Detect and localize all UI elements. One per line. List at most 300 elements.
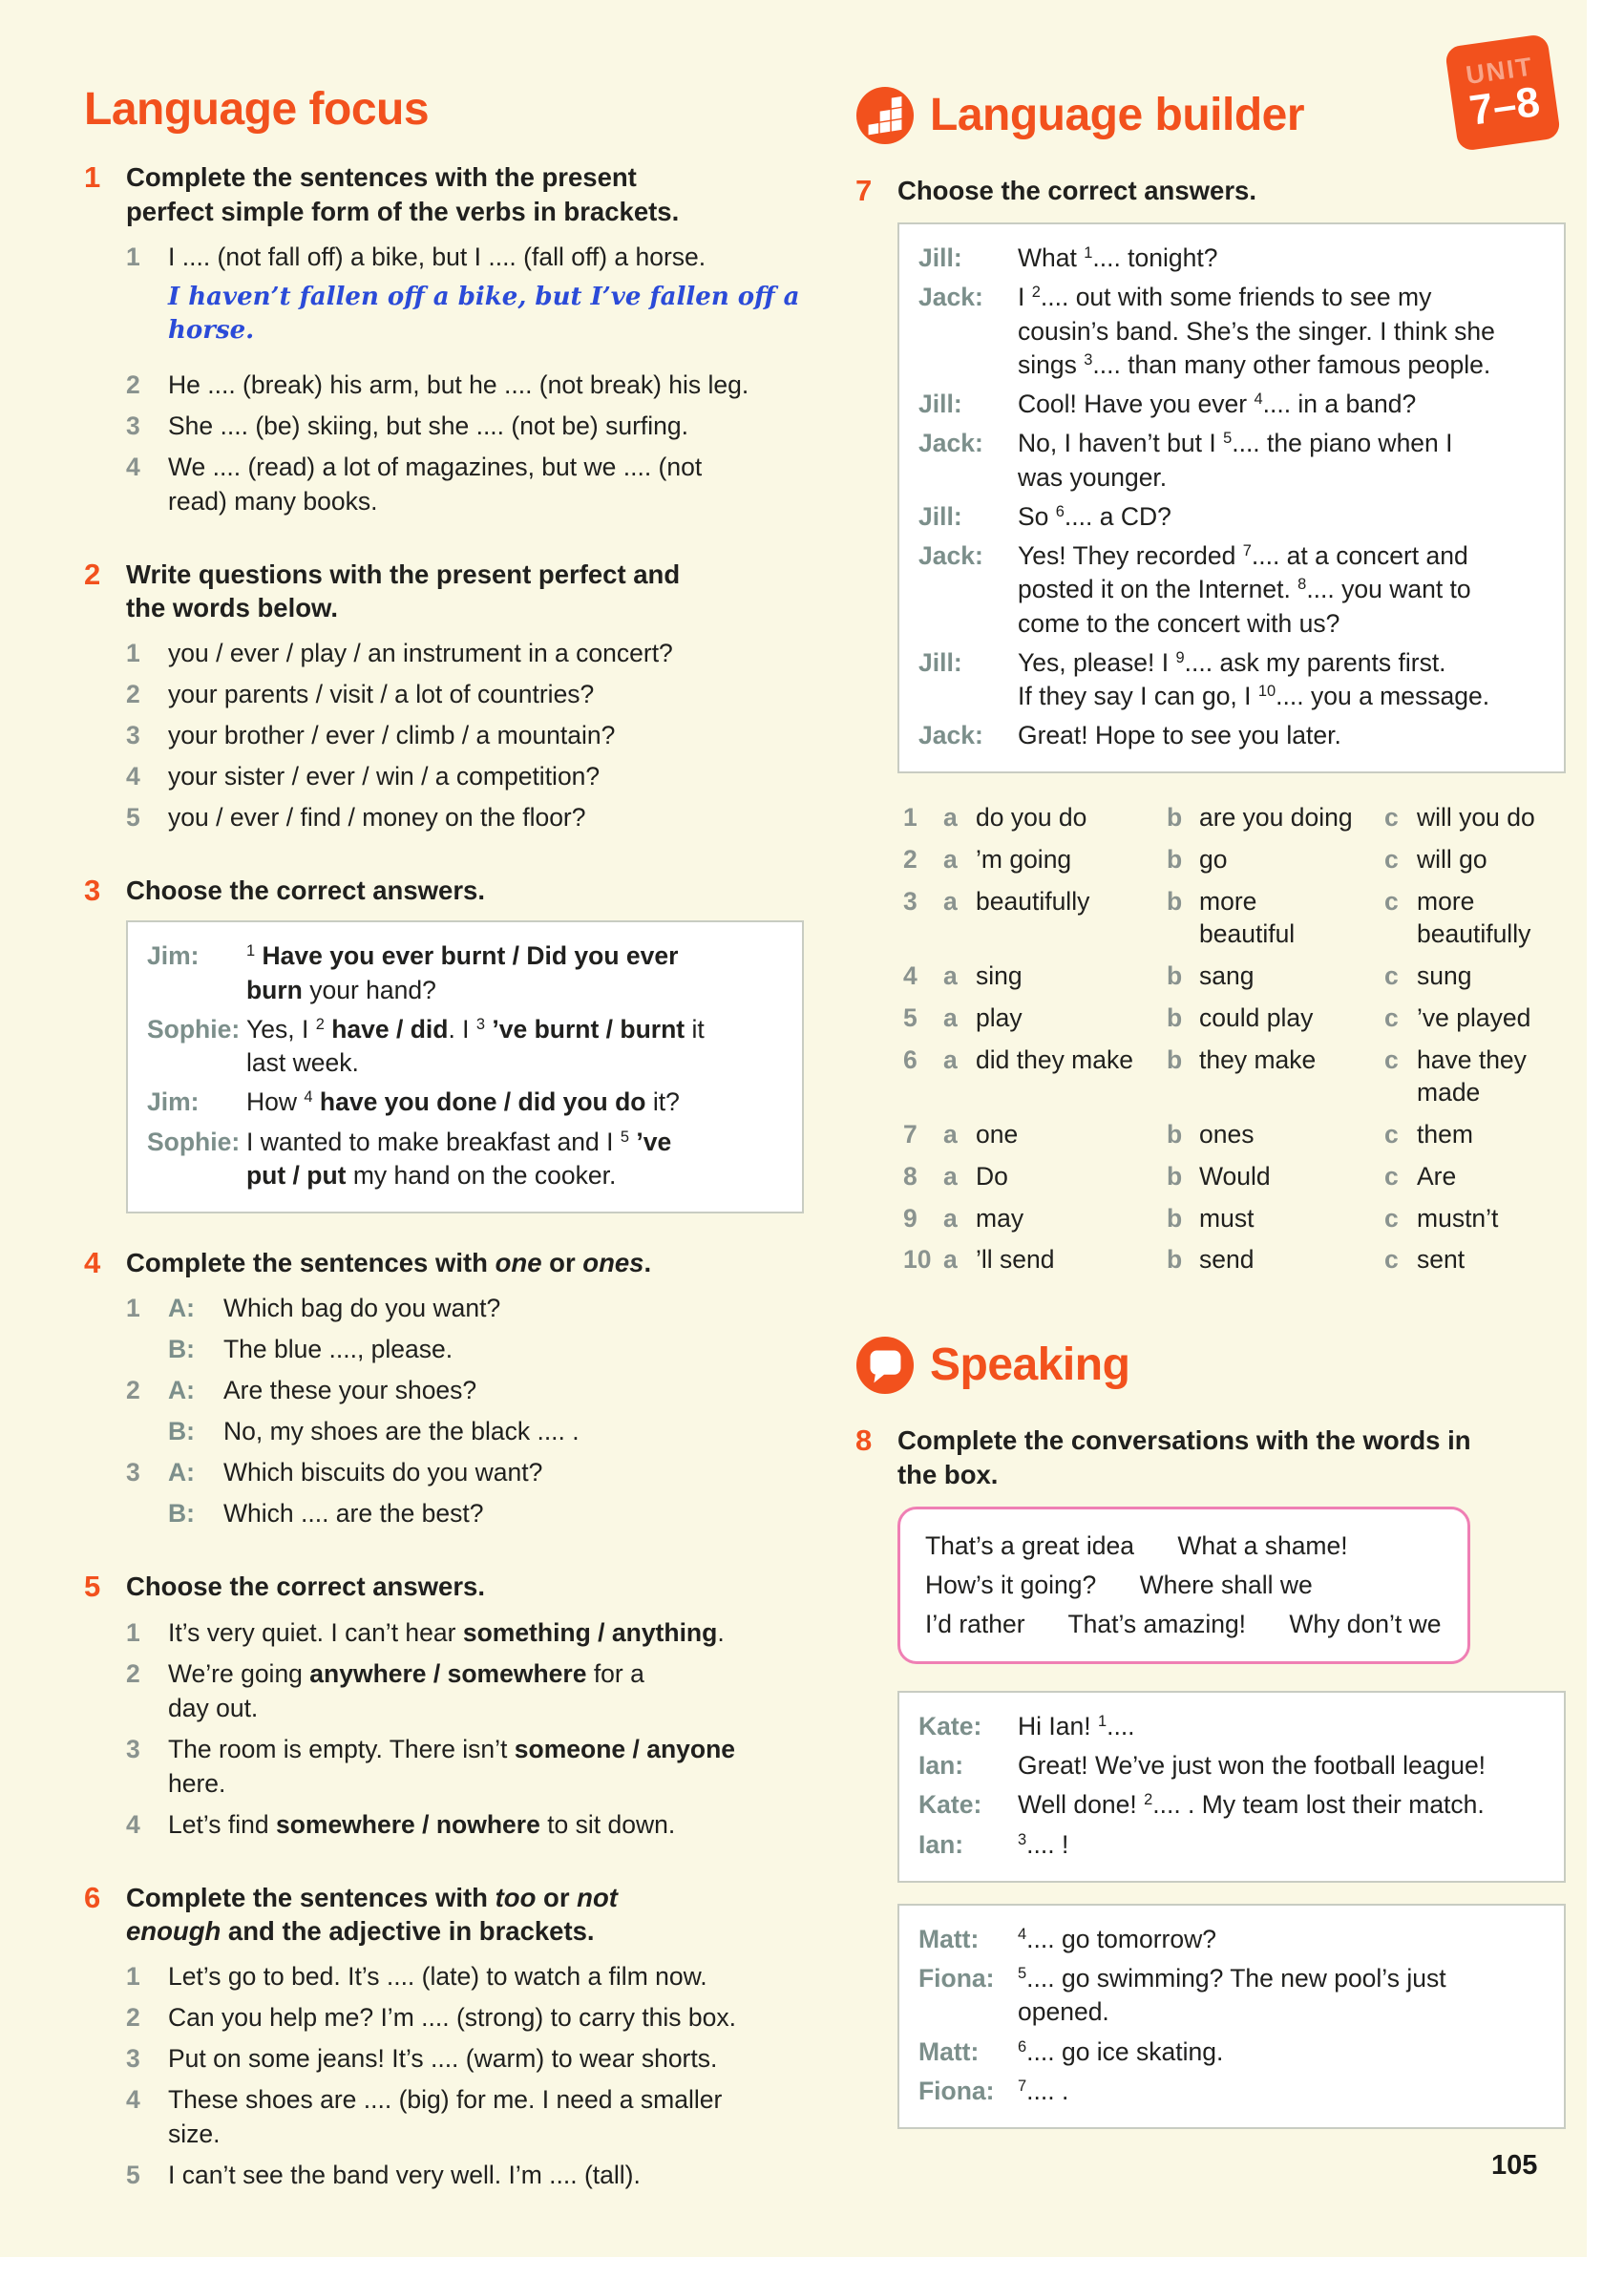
option-text: go bbox=[1199, 845, 1228, 875]
list-item bbox=[126, 1615, 827, 1650]
option-cell bbox=[1384, 802, 1566, 834]
speaker-label: Matt: bbox=[918, 2036, 980, 2066]
speaker-label: Fiona: bbox=[918, 2076, 995, 2105]
dialogue-row bbox=[918, 2035, 1545, 2069]
dialogue-text: So $^6$.... a CD? bbox=[1018, 501, 1171, 531]
option-cell bbox=[1167, 886, 1384, 951]
option-text: have they made bbox=[1417, 1044, 1527, 1107]
option-text: sung bbox=[1417, 961, 1472, 991]
item-text: I .... (not fall off) a bike, but I .... (fall off) a horse. bbox=[168, 242, 707, 271]
word-box-phrase: What a shame! bbox=[1177, 1530, 1348, 1560]
option-text: they make bbox=[1199, 1044, 1317, 1074]
language-focus-title: Language focus bbox=[84, 84, 430, 135]
dialogue-row bbox=[918, 2075, 1545, 2108]
option-cell bbox=[943, 886, 1167, 951]
language-builder-header bbox=[855, 86, 1566, 145]
option-letter: b bbox=[1167, 845, 1183, 875]
option-cell bbox=[1384, 844, 1566, 876]
item-number: 4 bbox=[126, 452, 140, 481]
word-box bbox=[897, 1507, 1470, 1664]
list-item bbox=[126, 759, 827, 793]
unit-badge-range: 7–8 bbox=[1466, 77, 1543, 135]
option-letter: c bbox=[1384, 1044, 1399, 1074]
list-item bbox=[126, 2158, 827, 2192]
dialogue-row bbox=[918, 388, 1545, 421]
dialogue-text: Great! We’ve just won the football league! bbox=[1018, 1751, 1487, 1781]
speaker-label: Jack: bbox=[918, 429, 983, 458]
option-cell bbox=[943, 802, 1167, 834]
exercise-body bbox=[126, 874, 827, 1213]
item-number: 1 bbox=[126, 1294, 140, 1323]
option-letter: b bbox=[1167, 1044, 1183, 1074]
dialogue-text: Well done! $^2$.... . My team lost their match. bbox=[1018, 1790, 1485, 1820]
speaker-label: Jill: bbox=[918, 647, 962, 677]
option-cell bbox=[1167, 1161, 1384, 1193]
speaker-label: Sophie: bbox=[147, 1014, 241, 1044]
list-item bbox=[126, 409, 827, 443]
option-cell bbox=[1384, 1244, 1566, 1276]
option-letter: c bbox=[1384, 961, 1399, 991]
list-item bbox=[126, 2082, 827, 2151]
speaker-b-label: B: bbox=[168, 1499, 195, 1529]
exercise-body bbox=[126, 1881, 827, 2200]
word-box-phrase: That’s amazing! bbox=[1067, 1609, 1247, 1638]
speaker-label: Ian: bbox=[918, 1751, 964, 1781]
exercise-number: 7 bbox=[855, 174, 873, 207]
item-number: 2 bbox=[126, 1376, 140, 1405]
option-text: do you do bbox=[976, 803, 1087, 833]
dialogue-row bbox=[918, 719, 1545, 752]
option-cell bbox=[1167, 960, 1384, 993]
exercise-heading: Complete the sentences with too or not enough and the adjective in brackets. bbox=[126, 1882, 618, 1946]
item-number: 1 bbox=[126, 242, 140, 271]
dialogue-row bbox=[147, 1126, 783, 1192]
option-text: Would bbox=[1199, 1161, 1271, 1191]
list-item bbox=[126, 2041, 827, 2076]
option-letter: c bbox=[1384, 1003, 1399, 1032]
item-number: 4 bbox=[126, 1809, 140, 1839]
item-number: 3 bbox=[126, 2044, 140, 2074]
dialogue-row bbox=[147, 1013, 783, 1080]
exercise-body bbox=[126, 1246, 827, 1537]
option-number: 2 bbox=[903, 845, 917, 875]
item-number: 3 bbox=[126, 721, 140, 750]
item-text: you / ever / play / an instrument in a concert? bbox=[168, 639, 673, 668]
word-box-phrase: That’s a great idea bbox=[925, 1530, 1135, 1560]
option-text: ’ve played bbox=[1417, 1003, 1531, 1032]
exercise-number: 1 bbox=[84, 160, 101, 195]
option-text: ’ll send bbox=[976, 1245, 1055, 1275]
dialogue-text: Yes! They recorded $^7$.... at a concert and posted it on the Internet. $^8$.... you want to come to the concert with us? bbox=[1018, 541, 1471, 638]
option-number: 5 bbox=[903, 1003, 917, 1032]
dialogue-text: I wanted to make breakfast and I $^5$ ’ve put / put my hand on the cooker. bbox=[246, 1127, 672, 1190]
exercise-3 bbox=[84, 874, 827, 1213]
item-text: The room is empty. There isn’t someone / anyone here. bbox=[168, 1734, 735, 1798]
item-number: 4 bbox=[126, 762, 140, 791]
option-number: 10 bbox=[903, 1245, 932, 1275]
option-cell bbox=[1167, 1119, 1384, 1151]
exercise-number: 8 bbox=[855, 1424, 873, 1458]
list-item bbox=[126, 1732, 827, 1801]
dialogue-text: Great! Hope to see you later. bbox=[1018, 721, 1341, 750]
dialogue-box-matt-fiona bbox=[897, 1904, 1566, 2129]
option-letter: a bbox=[943, 1245, 958, 1275]
option-text: them bbox=[1417, 1119, 1473, 1149]
speaker-label: Jim: bbox=[147, 941, 200, 971]
dialogue-box-kate-ian bbox=[897, 1691, 1566, 1883]
dialogue-row bbox=[918, 539, 1545, 641]
dialogue-row bbox=[918, 1749, 1545, 1782]
option-letter: c bbox=[1384, 845, 1399, 875]
option-letter: a bbox=[943, 887, 958, 917]
option-cell bbox=[943, 1244, 1167, 1276]
exercise-heading: Complete the sentences with one or ones. bbox=[126, 1248, 652, 1277]
list-item bbox=[126, 368, 827, 402]
exercise-number: 6 bbox=[84, 1880, 101, 1914]
speaker-label: Kate: bbox=[918, 1790, 982, 1820]
word-box-phrase: How’s it going? bbox=[925, 1570, 1097, 1599]
item-number: 2 bbox=[126, 1658, 140, 1688]
dialogue-box-jim-sophie bbox=[126, 920, 804, 1213]
exercise-number: 5 bbox=[84, 1570, 101, 1604]
list-item bbox=[126, 1373, 827, 1407]
speaker-label: Jill: bbox=[918, 390, 962, 419]
option-letter: c bbox=[1384, 1119, 1399, 1149]
option-letter: b bbox=[1167, 1245, 1183, 1275]
list-item bbox=[126, 1807, 827, 1842]
option-cell bbox=[943, 844, 1167, 876]
item-number-spacer bbox=[126, 1332, 158, 1366]
option-letter: c bbox=[1384, 803, 1399, 833]
list-item bbox=[126, 636, 827, 670]
item-number: 3 bbox=[126, 1734, 140, 1763]
option-text: beautifully bbox=[976, 887, 1090, 917]
option-text: did they make bbox=[976, 1044, 1133, 1074]
option-letter: a bbox=[943, 1119, 958, 1149]
item-number: 5 bbox=[126, 803, 140, 833]
item-text: He .... (break) his arm, but he .... (not break) his leg. bbox=[168, 369, 749, 399]
blocks-icon bbox=[855, 86, 915, 145]
left-column bbox=[84, 86, 827, 2231]
list-item bbox=[126, 450, 827, 518]
dialogue-text: How $^4$ have you done / did you do it? bbox=[246, 1087, 680, 1117]
exercise-heading: Write questions with the present perfect and the words below. bbox=[126, 559, 681, 622]
option-text: play bbox=[976, 1003, 1023, 1032]
speaking-title: Speaking bbox=[930, 1339, 1130, 1391]
option-letter: b bbox=[1167, 887, 1183, 917]
dialogue-row bbox=[147, 939, 783, 1006]
item-number: 3 bbox=[126, 411, 140, 440]
option-letter: a bbox=[943, 961, 958, 991]
option-text: mustn’t bbox=[1417, 1203, 1499, 1233]
dialogue-row bbox=[918, 1828, 1545, 1862]
speaking-header bbox=[855, 1336, 1566, 1395]
dialogue-text: $^5$.... go swimming? The new pool’s just opened. bbox=[1018, 1964, 1446, 2027]
dialogue-row bbox=[918, 427, 1545, 494]
speaker-a-label: A: bbox=[168, 1294, 195, 1323]
option-cell bbox=[1384, 886, 1566, 951]
exercise-heading: Choose the correct answers. bbox=[126, 875, 485, 906]
option-letter: c bbox=[1384, 887, 1399, 917]
option-text: will go bbox=[1417, 845, 1487, 875]
list-item bbox=[126, 718, 827, 752]
item-text: Which bag do you want? bbox=[223, 1294, 501, 1323]
option-cell bbox=[1384, 960, 1566, 993]
dialogue-text: $^1$ Have you ever burnt / Did you ever burn your hand? bbox=[246, 941, 679, 1004]
option-text: are you doing bbox=[1199, 803, 1353, 833]
dialogue-text: $^3$.... ! bbox=[1018, 1829, 1069, 1859]
item-text: It’s very quiet. I can’t hear something / anything. bbox=[168, 1617, 725, 1647]
option-cell bbox=[1167, 1244, 1384, 1276]
speaker-label: Ian: bbox=[918, 1829, 964, 1859]
option-text: sing bbox=[976, 961, 1023, 991]
item-text: The blue ...., please. bbox=[223, 1335, 453, 1364]
option-letter: c bbox=[1384, 1161, 1399, 1191]
dialogue-text: I $^2$.... out with some friends to see my cousin’s band. She’s the singer. I think she sings $^3$.... than many other famous people. bbox=[1018, 283, 1495, 379]
option-cell bbox=[1384, 1203, 1566, 1235]
item-text: No, my shoes are the black .... . bbox=[223, 1417, 580, 1446]
dialogue-row bbox=[147, 1086, 783, 1119]
speaker-b-label: B: bbox=[168, 1417, 195, 1446]
option-letter: b bbox=[1167, 1203, 1183, 1233]
dialogue-row bbox=[918, 646, 1545, 713]
exercise-number: 3 bbox=[84, 874, 101, 908]
dialogue-row bbox=[918, 500, 1545, 534]
speaker-a-label: A: bbox=[168, 1458, 195, 1487]
exercise-body bbox=[126, 160, 827, 524]
option-number: 1 bbox=[903, 803, 917, 833]
exercise-6 bbox=[84, 1881, 827, 2200]
speaker-label: Jill: bbox=[918, 501, 962, 531]
speaker-label: Jack: bbox=[918, 283, 983, 312]
item-number-spacer bbox=[126, 1414, 158, 1448]
option-number: 6 bbox=[903, 1044, 917, 1074]
speaker-b-label: B: bbox=[168, 1335, 195, 1364]
dialogue-text: $^4$.... go tomorrow? bbox=[1018, 1924, 1216, 1953]
speaker-label: Fiona: bbox=[918, 1964, 995, 1993]
word-box-line bbox=[925, 1527, 1443, 1566]
unit-badge-label: UNIT bbox=[1464, 51, 1535, 90]
answer-options-grid bbox=[897, 802, 1566, 1276]
option-letter: b bbox=[1167, 961, 1183, 991]
option-cell bbox=[1167, 844, 1384, 876]
exercise-body bbox=[126, 1570, 827, 1847]
word-box-phrase: Why don’t we bbox=[1289, 1609, 1442, 1638]
word-box-line bbox=[925, 1566, 1443, 1605]
dialogue-text: $^7$.... . bbox=[1018, 2076, 1069, 2105]
option-cell bbox=[1167, 802, 1384, 834]
dialogue-text: No, I haven’t but I $^5$.... the piano when I was younger. bbox=[1018, 429, 1453, 492]
option-text: must bbox=[1199, 1203, 1255, 1233]
list-item bbox=[126, 1455, 827, 1489]
dialogue-row bbox=[918, 242, 1545, 275]
exercise-body bbox=[126, 558, 827, 842]
option-letter: c bbox=[1384, 1245, 1399, 1275]
option-letter: b bbox=[1167, 1119, 1183, 1149]
dialogue-box-jill-jack bbox=[897, 222, 1566, 773]
exercise-7 bbox=[855, 174, 1566, 1303]
option-number: 9 bbox=[903, 1203, 917, 1233]
list-item bbox=[126, 800, 827, 834]
item-text: your parents / visit / a lot of countries? bbox=[168, 680, 595, 709]
option-letter: a bbox=[943, 1203, 958, 1233]
item-number: 2 bbox=[126, 680, 140, 709]
dialogue-row bbox=[918, 1923, 1545, 1956]
item-number: 5 bbox=[126, 2161, 140, 2190]
speech-bubble-icon bbox=[855, 1336, 915, 1395]
speaker-label: Jim: bbox=[147, 1087, 200, 1117]
exercise-number: 4 bbox=[84, 1246, 101, 1279]
option-cell bbox=[943, 960, 1167, 993]
word-box-phrase: I’d rather bbox=[925, 1609, 1025, 1638]
option-number: 4 bbox=[903, 961, 917, 991]
item-number: 2 bbox=[126, 2003, 140, 2033]
option-letter: a bbox=[943, 845, 958, 875]
exercise-heading: Complete the sentences with the present perfect simple form of the verbs in brackets. bbox=[126, 162, 680, 226]
speaker-label: Jill: bbox=[918, 243, 962, 273]
example-answer: I haven’t fallen off a bike, but I’ve fallen off a horse. bbox=[168, 282, 800, 346]
option-text: more beautifully bbox=[1417, 887, 1531, 949]
word-box-phrase: Where shall we bbox=[1139, 1570, 1313, 1599]
exercise-heading: Complete the conversations with the words in the box. bbox=[897, 1425, 1471, 1489]
list-item bbox=[126, 240, 827, 274]
option-letter: c bbox=[1384, 1203, 1399, 1233]
dialogue-row bbox=[918, 1962, 1545, 2029]
speaker-a-label: A: bbox=[168, 1376, 195, 1405]
item-text: you / ever / find / money on the floor? bbox=[168, 803, 586, 833]
list-item bbox=[126, 1291, 827, 1325]
option-text: more beautiful bbox=[1199, 887, 1296, 949]
dialogue-text: What $^1$.... tonight? bbox=[1018, 243, 1218, 273]
dialogue-text: Yes, please! I $^9$.... ask my parents first. If they say I can go, I $^{10}$.... you a message. bbox=[1018, 647, 1490, 710]
option-cell bbox=[1384, 1119, 1566, 1151]
item-text: Are these your shoes? bbox=[223, 1376, 477, 1405]
item-text: Let’s go to bed. It’s .... (late) to watch a film now. bbox=[168, 1962, 707, 1992]
list-item bbox=[126, 1656, 827, 1725]
option-cell bbox=[943, 1161, 1167, 1193]
dialogue-text: Yes, I $^2$ have / did. I $^3$ ’ve burnt / burnt it last week. bbox=[246, 1014, 705, 1078]
option-text: ’m going bbox=[976, 845, 1072, 875]
right-column bbox=[855, 86, 1566, 2183]
dialogue-row bbox=[918, 1710, 1545, 1743]
list-item bbox=[126, 1496, 827, 1530]
exercise-body bbox=[897, 174, 1566, 1303]
item-number: 1 bbox=[126, 1962, 140, 1992]
list-item bbox=[126, 2000, 827, 2035]
option-cell bbox=[1167, 1203, 1384, 1235]
option-cell bbox=[1384, 1002, 1566, 1035]
item-text: Which biscuits do you want? bbox=[223, 1458, 543, 1487]
item-text: I can’t see the band very well. I’m .... (tall). bbox=[168, 2161, 641, 2190]
option-letter: b bbox=[1167, 1003, 1183, 1032]
word-box-line bbox=[925, 1605, 1443, 1644]
option-text: may bbox=[976, 1203, 1024, 1233]
exercise-8 bbox=[855, 1424, 1566, 2150]
option-letter: a bbox=[943, 1044, 958, 1074]
option-text: one bbox=[976, 1119, 1019, 1149]
example-answer-row bbox=[126, 281, 827, 348]
list-item bbox=[126, 1414, 827, 1448]
exercise-2 bbox=[84, 558, 827, 842]
exercise-number: 2 bbox=[84, 557, 101, 591]
option-number: 3 bbox=[903, 887, 917, 917]
item-number: 4 bbox=[126, 2085, 140, 2115]
item-text: These shoes are .... (big) for me. I need a smaller size. bbox=[168, 2085, 723, 2149]
dialogue-text: $^6$.... go ice skating. bbox=[1018, 2036, 1224, 2066]
item-text: Which .... are the best? bbox=[223, 1499, 484, 1529]
language-builder-title: Language builder bbox=[930, 89, 1305, 140]
dialogue-text: Cool! Have you ever $^4$.... in a band? bbox=[1018, 390, 1417, 419]
option-cell bbox=[943, 1203, 1167, 1235]
page-number: 105 bbox=[1491, 2150, 1538, 2181]
speaker-label: Kate: bbox=[918, 1711, 982, 1740]
option-text: sang bbox=[1199, 961, 1255, 991]
option-cell bbox=[1167, 1044, 1384, 1109]
item-number: 1 bbox=[126, 639, 140, 668]
item-text: Can you help me? I’m .... (strong) to carry this box. bbox=[168, 2003, 737, 2033]
item-number: 1 bbox=[126, 1617, 140, 1647]
option-cell bbox=[1384, 1161, 1566, 1193]
option-letter: a bbox=[943, 1003, 958, 1032]
dialogue-row bbox=[918, 281, 1545, 382]
item-number-spacer bbox=[126, 1496, 158, 1530]
list-item bbox=[126, 1959, 827, 1993]
option-cell bbox=[943, 1002, 1167, 1035]
option-text: Are bbox=[1417, 1161, 1457, 1191]
option-letter: a bbox=[943, 803, 958, 833]
item-text: Put on some jeans! It’s .... (warm) to wear shorts. bbox=[168, 2044, 718, 2074]
item-text: your sister / ever / win / a competition? bbox=[168, 762, 601, 791]
option-text: Do bbox=[976, 1161, 1008, 1191]
item-number: 3 bbox=[126, 1458, 140, 1487]
dialogue-row bbox=[918, 1788, 1545, 1822]
speaker-label: Matt: bbox=[918, 1924, 980, 1953]
speaker-label: Jack: bbox=[918, 721, 983, 750]
list-item bbox=[126, 677, 827, 711]
option-letter: b bbox=[1167, 1161, 1183, 1191]
option-cell bbox=[1167, 1002, 1384, 1035]
item-text: We’re going anywhere / somewhere for a day out. bbox=[168, 1658, 644, 1722]
option-text: sent bbox=[1417, 1245, 1466, 1275]
item-text: your brother / ever / climb / a mountain? bbox=[168, 721, 616, 750]
option-number: 8 bbox=[903, 1161, 917, 1191]
exercise-heading: Choose the correct answers. bbox=[897, 176, 1256, 205]
option-text: will you do bbox=[1417, 803, 1535, 833]
exercise-1 bbox=[84, 160, 827, 524]
option-cell bbox=[943, 1119, 1167, 1151]
option-text: send bbox=[1199, 1245, 1255, 1275]
item-text: We .... (read) a lot of magazines, but we .... (not read) many books. bbox=[168, 452, 703, 516]
speaker-label: Sophie: bbox=[147, 1127, 241, 1156]
dialogue-text: Hi Ian! $^1$.... bbox=[1018, 1711, 1135, 1740]
item-number-spacer bbox=[126, 281, 158, 348]
option-number: 7 bbox=[903, 1119, 917, 1149]
item-number: 2 bbox=[126, 369, 140, 399]
exercise-5 bbox=[84, 1570, 827, 1847]
exercise-4 bbox=[84, 1246, 827, 1537]
item-text: She .... (be) skiing, but she .... (not be) surfing. bbox=[168, 411, 688, 440]
option-cell bbox=[943, 1044, 1167, 1109]
item-text: Let’s find somewhere / nowhere to sit down. bbox=[168, 1809, 676, 1839]
list-item bbox=[126, 1332, 827, 1366]
option-cell bbox=[1384, 1044, 1566, 1109]
exercise-heading: Choose the correct answers. bbox=[126, 1571, 485, 1602]
option-text: could play bbox=[1199, 1003, 1314, 1032]
option-letter: b bbox=[1167, 803, 1183, 833]
speaker-label: Jack: bbox=[918, 541, 983, 571]
option-text: ones bbox=[1199, 1119, 1255, 1149]
option-letter: a bbox=[943, 1161, 958, 1191]
